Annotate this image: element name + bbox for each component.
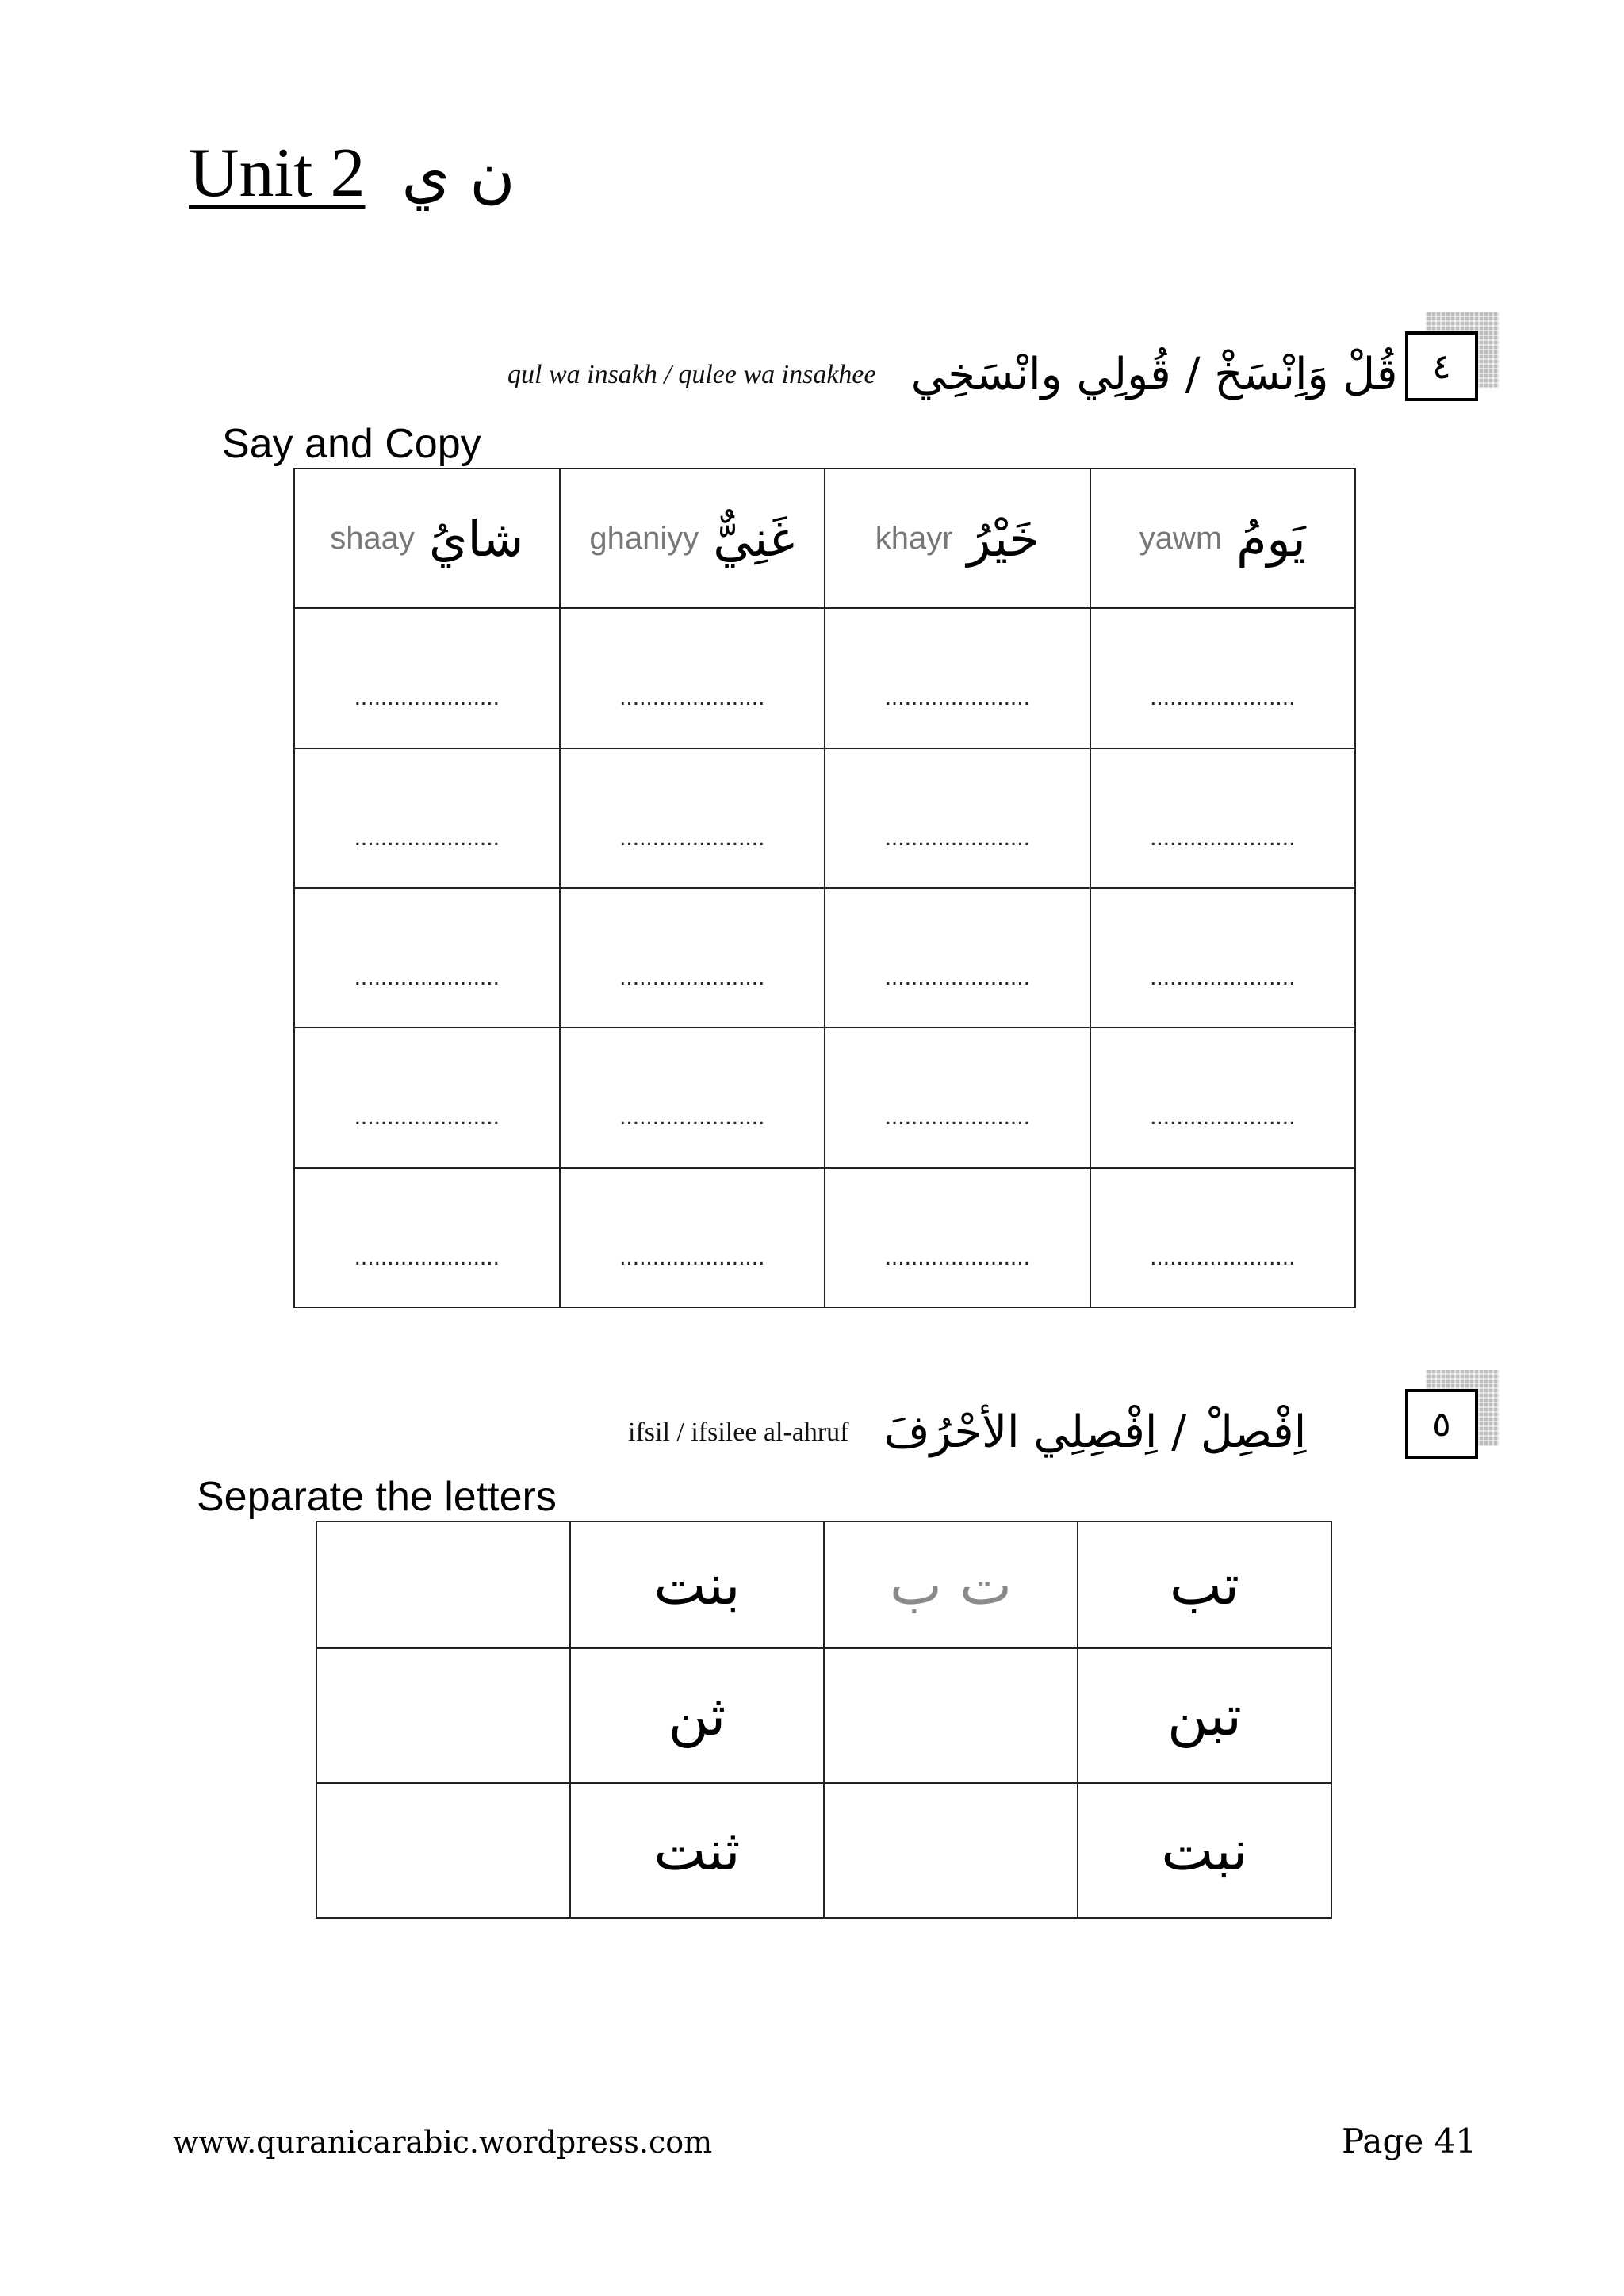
table-row [316,1648,1331,1783]
dotted-line: ...................... [354,1104,500,1131]
unit-letters: ن ي [401,140,515,211]
word-cell: نبت [1078,1783,1331,1918]
example-separated-letters: ت ب [824,1521,1078,1648]
word-transliteration: khayr [875,520,953,556]
word-cell: ثنت [570,1783,824,1918]
dotted-line: ...................... [619,684,765,711]
exercise4-label: Say and Copy [222,421,481,467]
copy-blank-cell[interactable] [1090,1027,1356,1167]
copy-blank-cell[interactable] [825,608,1090,748]
dotted-line: ...................... [1150,824,1296,851]
word-transliteration: ghaniyy [589,520,699,556]
copy-blank-cell[interactable] [560,1027,825,1167]
copy-blank-cell[interactable] [294,1168,560,1307]
dotted-line: ...................... [619,1104,765,1131]
dotted-line: ...................... [1150,1243,1296,1270]
copy-blank-cell[interactable] [560,888,825,1027]
word-arabic: شايُ [428,509,524,568]
copy-blank-cell[interactable] [560,608,825,748]
copy-blank-cell[interactable] [825,1027,1090,1167]
word-cell: بنت [570,1521,824,1648]
table-row [294,1168,1355,1307]
copy-blank-cell[interactable] [1090,888,1356,1027]
copy-blank-cell[interactable] [294,748,560,888]
word-transliteration: shaay [330,520,415,556]
dotted-line: ...................... [884,1104,1030,1131]
dotted-line: ...................... [619,824,765,851]
copy-blank-cell[interactable] [294,888,560,1027]
copy-blank-cell[interactable] [825,748,1090,888]
exercise4-transliteration: qul wa insakh / qulee wa insakhee [508,359,876,389]
copy-blank-cell[interactable] [1090,748,1356,888]
table-row [316,1783,1331,1918]
dotted-line: ...................... [354,964,500,991]
dotted-line: ...................... [1150,964,1296,991]
word-cell-khayr [825,469,1090,608]
page-title [189,133,515,213]
word-cell: تبن [1078,1648,1331,1783]
copy-blank-cell[interactable] [560,1168,825,1307]
answer-cell[interactable] [316,1783,570,1918]
dotted-line: ...................... [354,824,500,851]
footer-website: www.quranicarabic.wordpress.com [173,2125,713,2160]
exercise5-transliteration: ifsil / ifsilee al-ahruf [628,1417,849,1447]
dotted-line: ...................... [884,1243,1030,1270]
dotted-line: ...................... [1150,1104,1296,1131]
copy-blank-cell[interactable] [560,748,825,888]
word-transliteration: yawm [1139,520,1223,556]
word-cell: ثن [570,1648,824,1783]
exercise5-header [628,1406,1306,1458]
answer-cell[interactable] [824,1783,1078,1918]
table-row [294,1027,1355,1167]
word-arabic: يَومُ [1236,509,1306,568]
exercise4-header [508,349,1398,400]
copy-blank-cell[interactable] [1090,608,1356,748]
word-arabic: خَيْرُ [967,509,1040,568]
copy-blank-cell[interactable] [294,608,560,748]
dotted-line: ...................... [619,1243,765,1270]
table-row [294,608,1355,748]
exercise5-arabic-instruction: اِفْصِلْ / اِفْصِلِي الأحْرُفَ [883,1406,1307,1458]
dotted-line: ...................... [884,684,1030,711]
exercise4-arabic-instruction: قُلْ وَاِنْسَخْ / قُولِي وانْسَخِي [910,349,1398,400]
dotted-line: ...................... [884,824,1030,851]
word-cell-yawm [1090,469,1356,608]
answer-cell[interactable] [824,1648,1078,1783]
word-cell-shaay [294,469,560,608]
dotted-line: ...................... [884,964,1030,991]
footer-page-number: Page 41 [1342,2122,1477,2160]
dotted-line: ...................... [354,684,500,711]
answer-cell[interactable] [316,1521,570,1648]
exercise5-label: Separate the letters [197,1474,557,1520]
dotted-line: ...................... [354,1243,500,1270]
copy-blank-cell[interactable] [1090,1168,1356,1307]
word-arabic: غَنِيٌّ [713,509,795,568]
word-cell: تب [1078,1521,1331,1648]
unit-title: Unit 2 [189,135,366,212]
table-row [294,888,1355,1027]
exercise5-number-box: ٥ [1405,1389,1478,1459]
dotted-line: ...................... [619,964,765,991]
table-row [294,748,1355,888]
copy-blank-cell[interactable] [294,1027,560,1167]
say-and-copy-table [293,468,1356,1308]
table-row [316,1521,1331,1648]
separate-letters-table [316,1521,1332,1919]
exercise4-number-box: ٤ [1405,331,1478,401]
copy-blank-cell[interactable] [825,888,1090,1027]
word-cell-ghaniyy [560,469,825,608]
table-row [294,469,1355,608]
dotted-line: ...................... [1150,684,1296,711]
copy-blank-cell[interactable] [825,1168,1090,1307]
answer-cell[interactable] [316,1648,570,1783]
